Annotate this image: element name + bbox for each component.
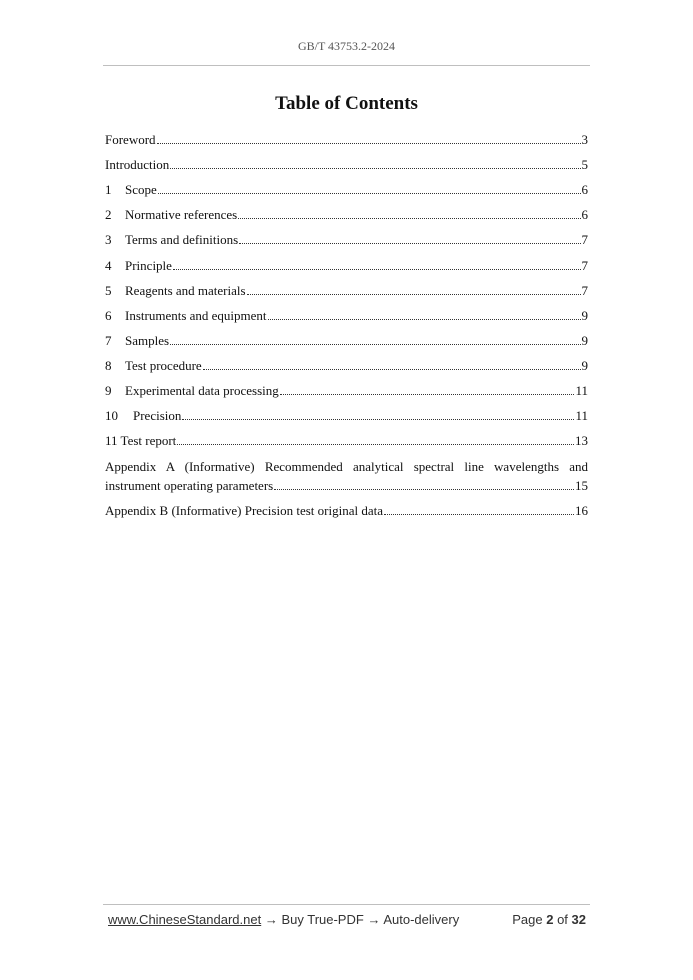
footer-promo bbox=[108, 912, 459, 927]
toc-entry-number: 5 bbox=[105, 282, 112, 298]
toc-entry-page: 9 bbox=[581, 307, 588, 323]
toc-entry[interactable] bbox=[105, 306, 588, 325]
toc-entry-page: 6 bbox=[581, 207, 588, 223]
toc-entry-number: 1 bbox=[105, 182, 112, 198]
toc-entry-label: Experimental data processing bbox=[125, 383, 279, 398]
toc-entry-page: 7 bbox=[581, 232, 588, 248]
arrow-right-icon: → bbox=[264, 912, 278, 927]
toc-entry-label: Reagents and materials bbox=[125, 282, 246, 298]
toc-entry-number: 8 bbox=[105, 357, 112, 373]
toc-entry-label: instrument operating parameters bbox=[105, 478, 274, 494]
page-word: Page bbox=[512, 912, 543, 927]
toc-entry-page: 6 bbox=[581, 182, 588, 198]
current-page-number: 2 bbox=[546, 912, 554, 927]
dot-leader bbox=[203, 368, 581, 370]
total-pages-number: 32 bbox=[571, 912, 586, 927]
toc-entry-page: 16 bbox=[575, 503, 588, 519]
dot-leader bbox=[238, 217, 580, 219]
toc-entry-appendix-b[interactable] bbox=[105, 501, 588, 520]
toc-entry-label: Terms and definitions bbox=[125, 232, 239, 248]
toc-entry-page: 13 bbox=[575, 433, 588, 449]
toc-entry-page: 3 bbox=[581, 132, 588, 147]
of-word: of bbox=[557, 912, 568, 927]
dot-leader bbox=[173, 268, 581, 270]
dot-leader bbox=[177, 443, 574, 445]
toc-entry-label: Appendix B (Informative) Precision test original data bbox=[105, 503, 383, 519]
dot-leader bbox=[170, 343, 580, 345]
toc-entry-number: 9 bbox=[105, 383, 112, 398]
dot-leader bbox=[170, 167, 580, 169]
toc-entry-label: Precision bbox=[133, 408, 182, 424]
toc-entry-page: 11 bbox=[575, 383, 588, 398]
toc-entry[interactable] bbox=[105, 155, 588, 174]
page-indicator bbox=[512, 912, 586, 927]
chinesestandard-link[interactable]: www.ChineseStandard.net bbox=[108, 912, 262, 927]
toc-entry-page: 9 bbox=[581, 332, 588, 348]
toc-entry-page: 5 bbox=[581, 157, 588, 173]
dot-leader bbox=[182, 418, 574, 420]
dot-leader bbox=[384, 513, 574, 515]
toc-entry-label: Test procedure bbox=[125, 357, 202, 373]
toc-entry-label: 11 Test report bbox=[105, 433, 177, 449]
toc-entry-number: 7 bbox=[105, 332, 112, 348]
toc-entry[interactable] bbox=[105, 256, 588, 275]
toc-entry[interactable] bbox=[105, 381, 588, 400]
dot-leader bbox=[247, 293, 581, 295]
toc-entry-label: Instruments and equipment bbox=[125, 307, 267, 323]
toc-entry[interactable] bbox=[105, 431, 588, 450]
toc-entry[interactable] bbox=[105, 281, 588, 300]
toc-entry-number: 6 bbox=[105, 307, 112, 323]
dot-leader bbox=[280, 393, 575, 395]
page-footer bbox=[108, 912, 586, 927]
dot-leader bbox=[158, 192, 581, 194]
toc-entry-page: 15 bbox=[575, 478, 588, 494]
toc-entry-page: 11 bbox=[575, 408, 588, 424]
toc-entry-appendix-a[interactable] bbox=[105, 457, 588, 495]
toc-entry-page: 9 bbox=[581, 357, 588, 373]
toc-entry-number: 10 bbox=[105, 408, 118, 424]
toc-entry[interactable] bbox=[105, 130, 588, 149]
footer-divider bbox=[103, 904, 590, 905]
toc-entry-label: Scope bbox=[125, 182, 157, 198]
arrow-right-icon: → bbox=[367, 912, 381, 927]
dot-leader bbox=[274, 488, 574, 490]
auto-delivery-text: Auto-delivery bbox=[383, 912, 460, 927]
toc-entry-label: Normative references bbox=[125, 207, 238, 223]
toc-entry[interactable] bbox=[105, 205, 588, 224]
toc-entry-page: 7 bbox=[581, 282, 588, 298]
dot-leader bbox=[239, 242, 580, 244]
dot-leader bbox=[157, 142, 581, 144]
toc-entry-number: 4 bbox=[105, 257, 112, 273]
toc-entry-label: Principle bbox=[125, 257, 172, 273]
toc-entry[interactable] bbox=[105, 406, 588, 425]
document-header: GB/T 43753.2-2024 bbox=[297, 39, 396, 53]
dot-leader bbox=[268, 318, 581, 320]
header-divider bbox=[103, 65, 590, 66]
toc-entry-label: Foreword bbox=[105, 132, 156, 147]
toc-entry-label: Appendix A (Informative) Recommended analytical spectral line wavelengths and bbox=[105, 459, 588, 475]
toc-entry[interactable] bbox=[105, 230, 588, 249]
toc-entry[interactable] bbox=[105, 331, 588, 350]
toc-entry-number: 2 bbox=[105, 207, 112, 223]
page-title: Table of Contents bbox=[275, 93, 418, 114]
toc-entry[interactable] bbox=[105, 180, 588, 199]
toc-entry-page: 7 bbox=[581, 257, 588, 273]
toc-entry[interactable] bbox=[105, 356, 588, 375]
toc-entry-label: Samples bbox=[125, 332, 170, 348]
toc-entry-label: Introduction bbox=[105, 157, 170, 173]
buy-true-pdf-text: Buy True-PDF bbox=[281, 912, 364, 927]
toc-entry-number: 3 bbox=[105, 232, 112, 248]
